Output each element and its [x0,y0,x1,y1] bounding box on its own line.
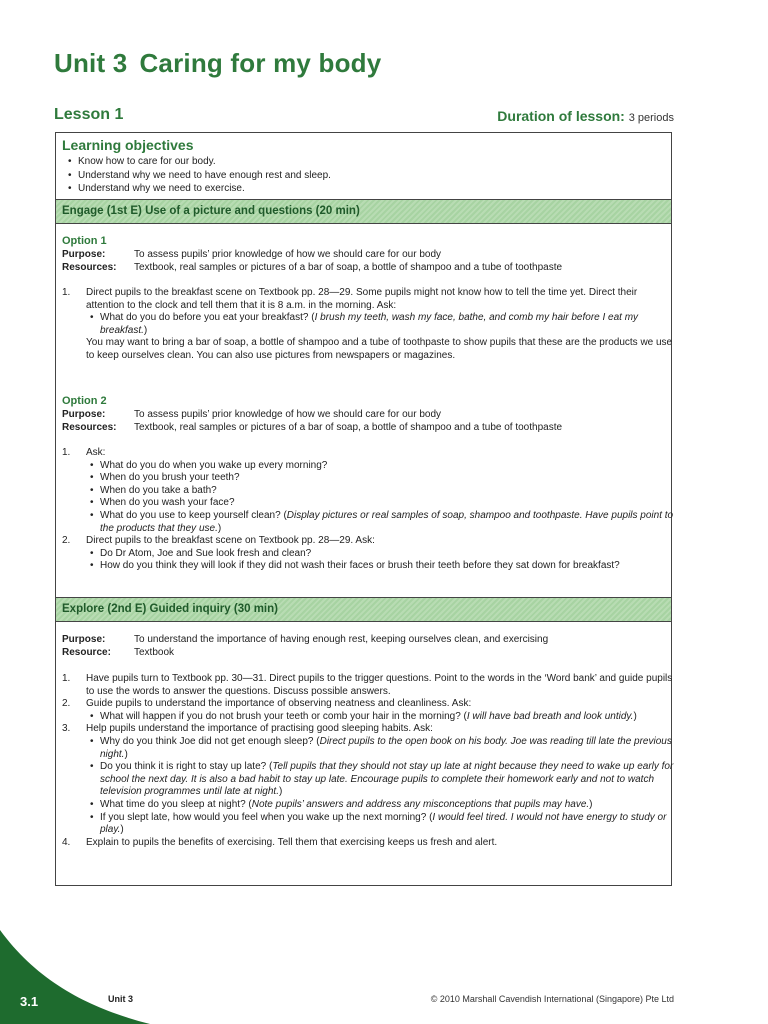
explore-purpose [62,633,677,646]
purpose-text: To assess pupils’ prior knowledge of how we should care for our body [134,249,442,260]
option-1-steps [56,287,683,363]
step-text: Help pupils understand the importance of practising good sleeping habits. Ask: [86,723,433,735]
step-text: Guide pupils to understand the importance of observing neatness and cleanliness. Ask: [86,698,472,710]
objectives-title: Learning objectives [62,137,194,153]
explore-section-header: Explore (2nd E) Guided inquiry (30 min) [56,597,671,622]
option-2-resources [62,421,677,434]
step-item [62,535,677,573]
explore-resource [62,646,677,659]
option-1-resources [62,261,677,274]
purpose-label: Purpose: [62,409,106,420]
engage-section-header: Engage (1st E) Use of a picture and questions (20 min) [56,199,671,224]
explore-meta [56,633,683,659]
option-2-purpose [62,408,677,421]
purpose-text: To understand the importance of having enough rest, keeping ourselves clean, and exercising [134,634,549,645]
question-item: • What time do you sleep at night? (Note pupils’ answers and address any misconceptions that pupils may have.) [90,799,677,812]
duration-label: Duration of lesson: [497,108,625,124]
option-2-steps [56,447,683,573]
step-number: 1. [62,673,71,684]
step-item [62,698,677,723]
purpose-label: Purpose: [62,634,106,645]
option-2 [56,395,683,434]
resources-text: Textbook, real samples or pictures of a bar of soap, a bottle of shampoo and a tube of toothpaste [134,422,563,433]
step-note: You may want to bring a bar of soap, a bottle of shampoo and a tube of toothpaste to show pupils that these are the products we use to keep ourselves clean. You can also use pictures from newspapers or magazines. [86,337,673,361]
step-item [62,673,677,698]
question-item: • Do you think it is right to stay up late? (Tell pupils that they should not stay up late at night because they need to wake up early for school the next day. It is also a bad habit to stay up late. Encourage pupils to complete their homework early and not to watch television programmes until late at night.) [90,761,677,799]
option-1-label: Option 1 [62,235,107,247]
unit-number: Unit 3 [54,48,128,78]
question-item: • When do you take a bath? [90,485,677,498]
resources-label: Resources: [62,422,117,433]
purpose-label: Purpose: [62,249,106,260]
question-item: • What will happen if you do not brush your teeth or comb your hair in the morning? (I will have bad breath and look untidy.) [90,711,677,724]
step-text: Ask: [86,447,106,458]
lesson-plan-box [55,132,672,886]
footer-corner-shape [0,930,150,1024]
step-item [62,837,677,850]
learning-objectives [56,137,677,196]
copyright-text: © 2010 Marshall Cavendish International (Singapore) Pte Ltd [430,994,674,1004]
lesson-header [54,106,674,128]
question-item: • What do you use to keep yourself clean? (Display pictures or real samples of soap, shampoo and toothpaste. Have pupils point to the products that they use.) [90,510,677,535]
question-item: • Why do you think Joe did not get enough sleep? (Direct pupils to the open book on his body. Joe was reading till late the previous night.) [90,736,677,761]
unit-name: Caring for my body [139,48,382,78]
step-number: 2. [62,535,71,547]
question-item: • When do you wash your face? [90,497,677,510]
unit-title [54,48,381,79]
step-item [62,447,677,535]
step-number: 2. [62,698,71,710]
question-item: • What do you do before you eat your breakfast? (I brush my teeth, wash my face, bathe, and comb my hair before I eat my breakfast.) [90,312,677,337]
step-number: 1. [62,447,71,458]
footer-unit: Unit 3 [108,994,134,1004]
resources-label: Resources: [62,262,117,273]
lesson-title: Lesson 1 [54,106,124,123]
page-number: 3.1 [20,994,39,1009]
lesson-duration [497,108,674,124]
duration-value: 3 periods [628,112,674,124]
step-item [62,723,677,836]
purpose-text: To assess pupils’ prior knowledge of how we should care for our body [134,409,442,420]
objective-item: • Know how to care for our body. [68,155,677,169]
explore-steps [56,673,683,849]
objective-item: • Understand why we need to have enough rest and sleep. [68,169,677,183]
question-item: • If you slept late, how would you feel when you wake up the next morning? (I would feel tired. I would not have energy to study or play.) [90,812,677,837]
step-text: Direct pupils to the breakfast scene on Textbook pp. 28—29. Ask: [86,535,375,547]
question-item: • What do you do when you wake up every morning? [90,460,677,473]
step-number: 1. [62,287,71,298]
step-number: 3. [62,723,71,735]
objectives-list [62,155,677,196]
resource-label: Resource: [62,647,111,658]
option-2-label: Option 2 [62,395,107,407]
step-text: Have pupils turn to Textbook pp. 30—31. Direct pupils to the trigger questions. Point to the words in the ‘Word bank’ and guide pupils to use the words to answer the questions. Discuss possible answers. [86,673,673,697]
step-text: Explain to pupils the benefits of exercising. Tell them that exercising keeps us fresh and alert. [86,836,498,848]
resource-text: Textbook [134,647,175,658]
step-item [62,287,677,363]
option-1-purpose [62,248,677,261]
question-item: • When do you brush your teeth? [90,472,677,485]
corner-fill [0,930,150,1024]
step-number: 4. [62,836,71,848]
option-1 [56,235,683,274]
objective-item: • Understand why we need to exercise. [68,182,677,196]
question-item: • How do you think they will look if they did not wash their faces or brush their teeth before they sat down for breakfast? [90,560,677,573]
step-text: Direct pupils to the breakfast scene on Textbook pp. 28—29. Some pupils might not know how to tell the time yet. Direct their attention to the clock and tell them that it is 8 a.m. in the morning. Ask: [86,287,638,311]
question-item: • Do Dr Atom, Joe and Sue look fresh and clean? [90,548,677,561]
resources-text: Textbook, real samples or pictures of a bar of soap, a bottle of shampoo and a tube of toothpaste [134,262,563,273]
